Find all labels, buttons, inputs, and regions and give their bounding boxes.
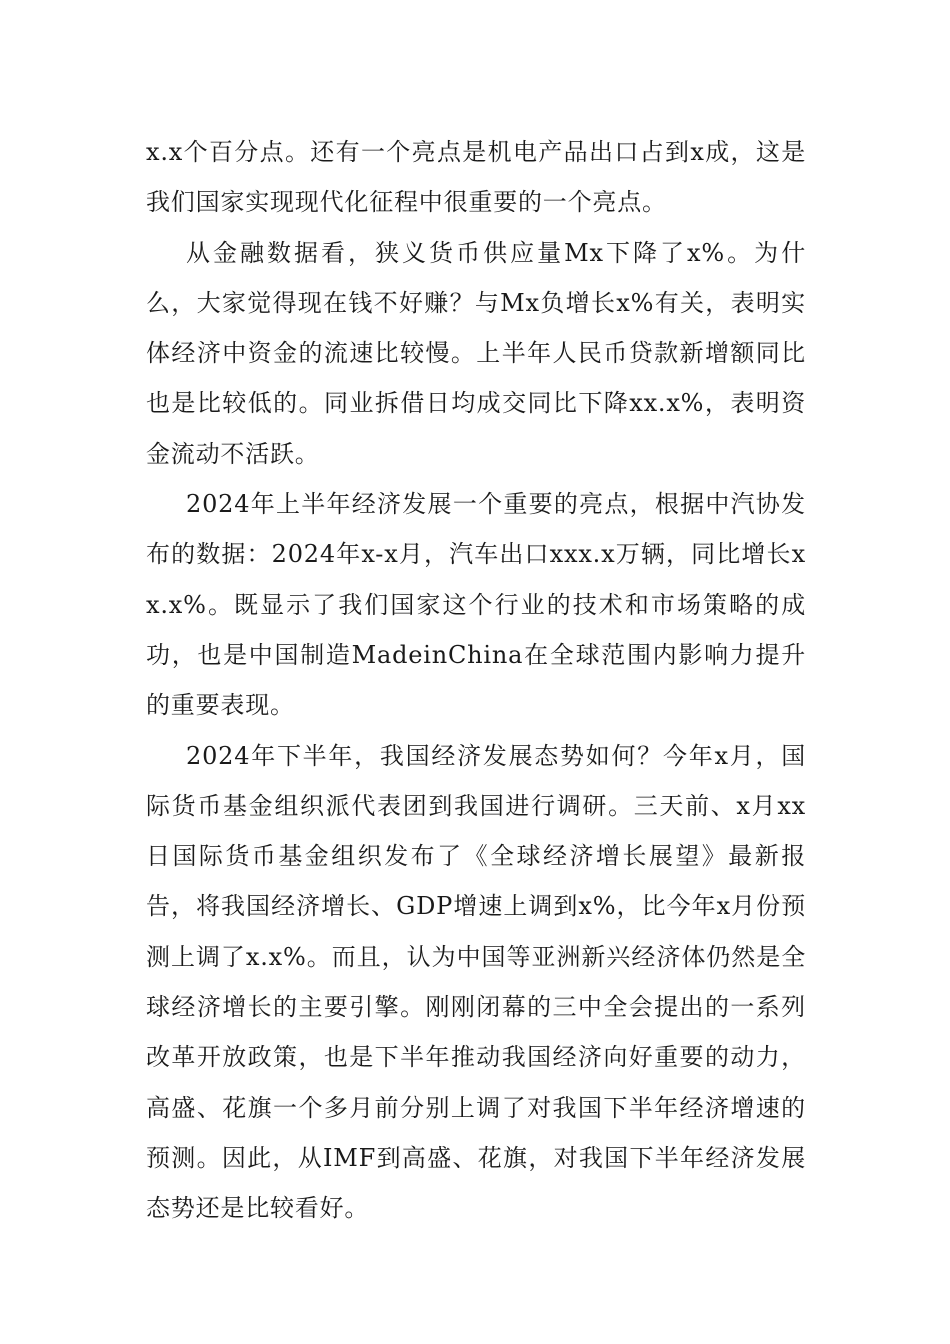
- paragraph-auto-exports: 2024年上半年经济发展一个重要的亮点，根据中汽协发布的数据：2024年x-x月，汽车出口xxx.x万辆，同比增长xx.x%。既显示了我们国家这个行业的技术和市场策略的成功，也是中国制造MadeinChina在全球范围内影响力提升的重要表现。: [146, 490, 806, 720]
- paragraph-second-half-outlook: 2024年下半年，我国经济发展态势如何？今年x月，国际货币基金组织派代表团到我国进行调研。三天前、x月xx日国际货币基金组织发布了《全球经济增长展望》最新报告，将我国经济增长、GDP增速上调到x%，比今年x月份预测上调了x.x%。而且，认为中国等亚洲新兴经济体仍然是全球经济增长的主要引擎。刚刚闭幕的三中全会提出的一系列改革开放政策，也是下半年推动我国经济向好重要的动力，高盛、花旗一个多月前分别上调了对我国下半年经济增速的预测。因此，从IMF到高盛、花旗，对我国下半年经济发展态势还是比较看好。: [146, 741, 806, 1223]
- document-body: [146, 127, 806, 1234]
- paragraph-continued: x.x个百分点。还有一个亮点是机电产品出口占到x成，这是我们国家实现现代化征程中很重要的一个亮点。: [146, 138, 806, 217]
- paragraph-financial-data: 从金融数据看，狭义货币供应量Mx下降了x%。为什么，大家觉得现在钱不好赚？与Mx负增长x%有关，表明实体经济中资金的流速比较慢。上半年人民币贷款新增额同比也是比较低的。同业拆借日均成交同比下降xx.x%，表明资金流动不活跃。: [146, 238, 806, 468]
